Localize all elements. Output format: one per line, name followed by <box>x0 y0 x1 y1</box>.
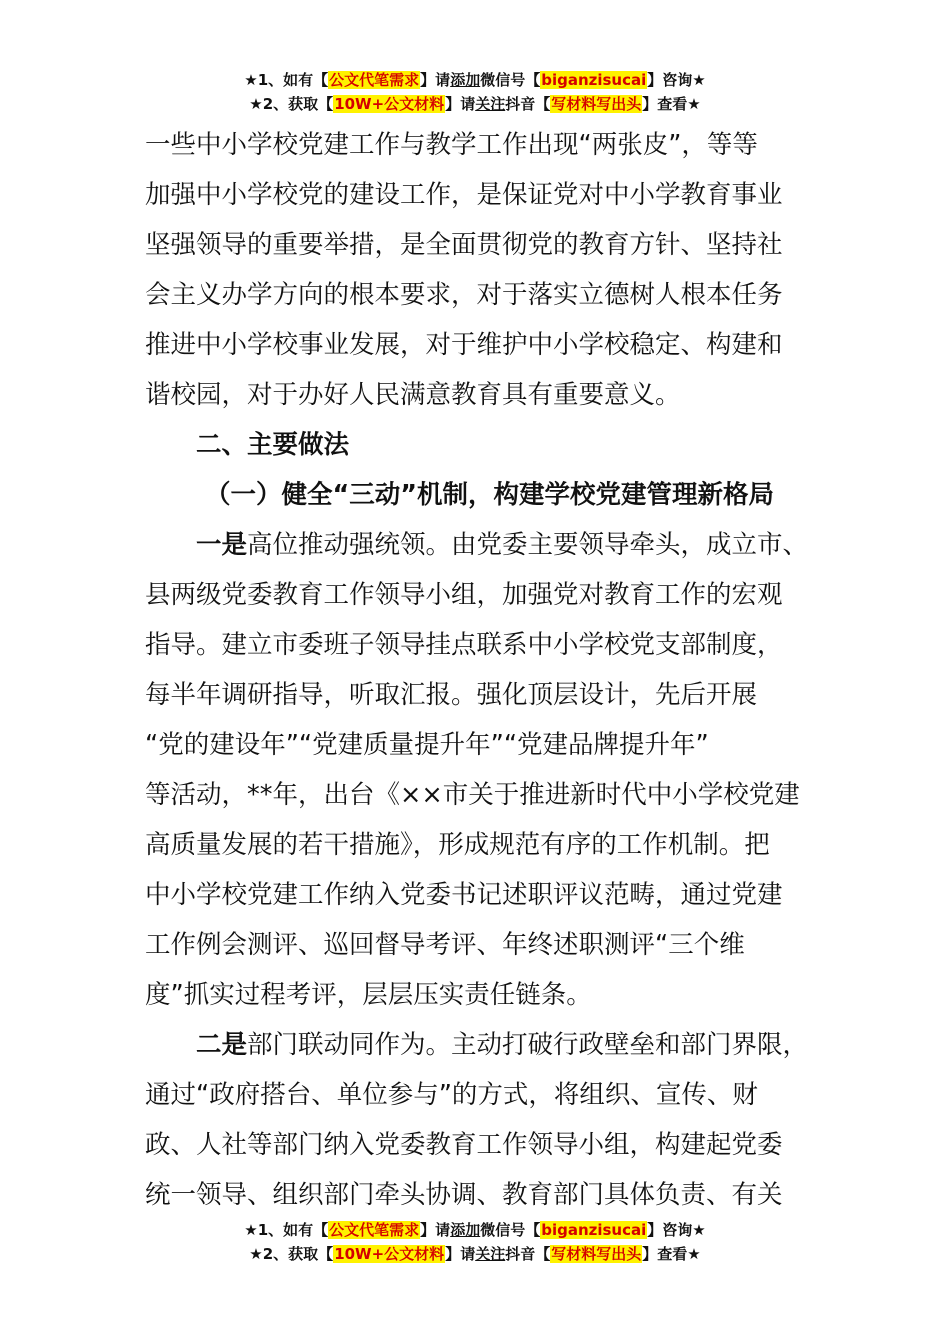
document-body <box>145 120 825 1220</box>
paragraph-text: 部门联动同作为。主动打破行政壁垒和部门界限， <box>247 1030 809 1060</box>
banner-text: 】请 <box>420 1221 451 1239</box>
highlight-douyin: 写材料写出头 <box>551 95 642 113</box>
banner-line-1 <box>0 1218 950 1242</box>
text-line: 推进中小学校事业发展，对于维护中小学校稳定、构建和 <box>145 330 783 360</box>
highlight-service: 公文代笔需求 <box>329 1221 420 1239</box>
text-line: 统一领导、组织部门牵头协调、教育部门具体负责、有关 <box>145 1180 783 1210</box>
banner-text: ★1、如有【 <box>244 1221 329 1239</box>
banner-line-2 <box>0 1242 950 1266</box>
highlight-douyin: 写材料写出头 <box>551 1245 642 1263</box>
text-line: 通过“政府搭台、单位参与”的方式，将组织、宣传、财 <box>145 1080 758 1110</box>
paragraph-lead: 二是 <box>196 1030 248 1060</box>
text-line: “党的建设年”“党建质量提升年”“党建品牌提升年” <box>145 730 709 760</box>
subsection-heading: （一）健全“三动”机制，构建学校党建管理新格局 <box>205 480 775 510</box>
banner-text: 】请 <box>445 1245 476 1263</box>
paragraph-lead: 一是 <box>196 530 248 560</box>
text-line: 中小学校党建工作纳入党委书记述职评议范畴，通过党建 <box>145 880 783 910</box>
paragraph-text: 高位推动强统领。由党委主要领导牵头，成立市、 <box>247 530 809 560</box>
banner-text: 】请 <box>420 71 451 89</box>
text-line: 谐校园，对于办好人民满意教育具有重要意义。 <box>145 380 681 410</box>
banner-text: 抖音【 <box>505 1245 551 1263</box>
banner-text: ★2、获取【 <box>249 95 334 113</box>
banner-text: 】请 <box>445 95 476 113</box>
paragraph-first-line <box>145 520 825 570</box>
highlight-materials: 10W+公文材料 <box>334 1245 445 1263</box>
underlined-text: 添加 <box>450 71 481 89</box>
text-line: 每半年调研指导，听取汇报。强化顶层设计，先后开展 <box>145 680 758 710</box>
text-line: 度”抓实过程考评，层层压实责任链条。 <box>145 980 592 1010</box>
banner-text: ★1、如有【 <box>244 71 329 89</box>
banner-text: ★2、获取【 <box>249 1245 334 1263</box>
underlined-text: 关注 <box>475 1245 506 1263</box>
text-line: 高质量发展的若干措施》，形成规范有序的工作机制。把 <box>145 830 770 860</box>
highlight-service: 公文代笔需求 <box>329 71 420 89</box>
text-line: 工作例会测评、巡回督导考评、年终述职测评“三个维 <box>145 930 745 960</box>
text-line: 县两级党委教育工作领导小组，加强党对教育工作的宏观 <box>145 580 783 610</box>
highlight-wechat-id: biganzisucai <box>541 71 647 89</box>
banner-line-2 <box>0 92 950 116</box>
text-line: 一些中小学校党建工作与教学工作出现“两张皮”，等等 <box>145 130 758 160</box>
paragraph-first-line <box>145 1020 825 1070</box>
underlined-text: 关注 <box>475 95 506 113</box>
highlight-wechat-id: biganzisucai <box>541 1221 647 1239</box>
banner-text: 】咨询★ <box>647 1221 706 1239</box>
text-line: 加强中小学校党的建设工作，是保证党对中小学教育事业 <box>145 180 783 210</box>
highlight-materials: 10W+公文材料 <box>334 95 445 113</box>
section-heading: 二、主要做法 <box>196 430 350 460</box>
text-line: 坚强领导的重要举措，是全面贯彻党的教育方针、坚持社 <box>145 230 783 260</box>
banner-text: 】查看★ <box>642 95 701 113</box>
banner-line-1 <box>0 68 950 92</box>
underlined-text: 添加 <box>450 1221 481 1239</box>
banner-text: 】咨询★ <box>647 71 706 89</box>
header-banner <box>0 68 950 116</box>
banner-text: 】查看★ <box>642 1245 701 1263</box>
text-line: 等活动，**年，出台《××市关于推进新时代中小学校党建 <box>145 780 800 810</box>
banner-text: 微信号【 <box>480 71 541 89</box>
text-line: 政、人社等部门纳入党委教育工作领导小组，构建起党委 <box>145 1130 783 1160</box>
text-line: 会主义办学方向的根本要求，对于落实立德树人根本任务 <box>145 280 783 310</box>
text-line: 指导。建立市委班子领导挂点联系中小学校党支部制度， <box>145 630 783 660</box>
banner-text: 抖音【 <box>505 95 551 113</box>
footer-banner <box>0 1218 950 1266</box>
banner-text: 微信号【 <box>480 1221 541 1239</box>
